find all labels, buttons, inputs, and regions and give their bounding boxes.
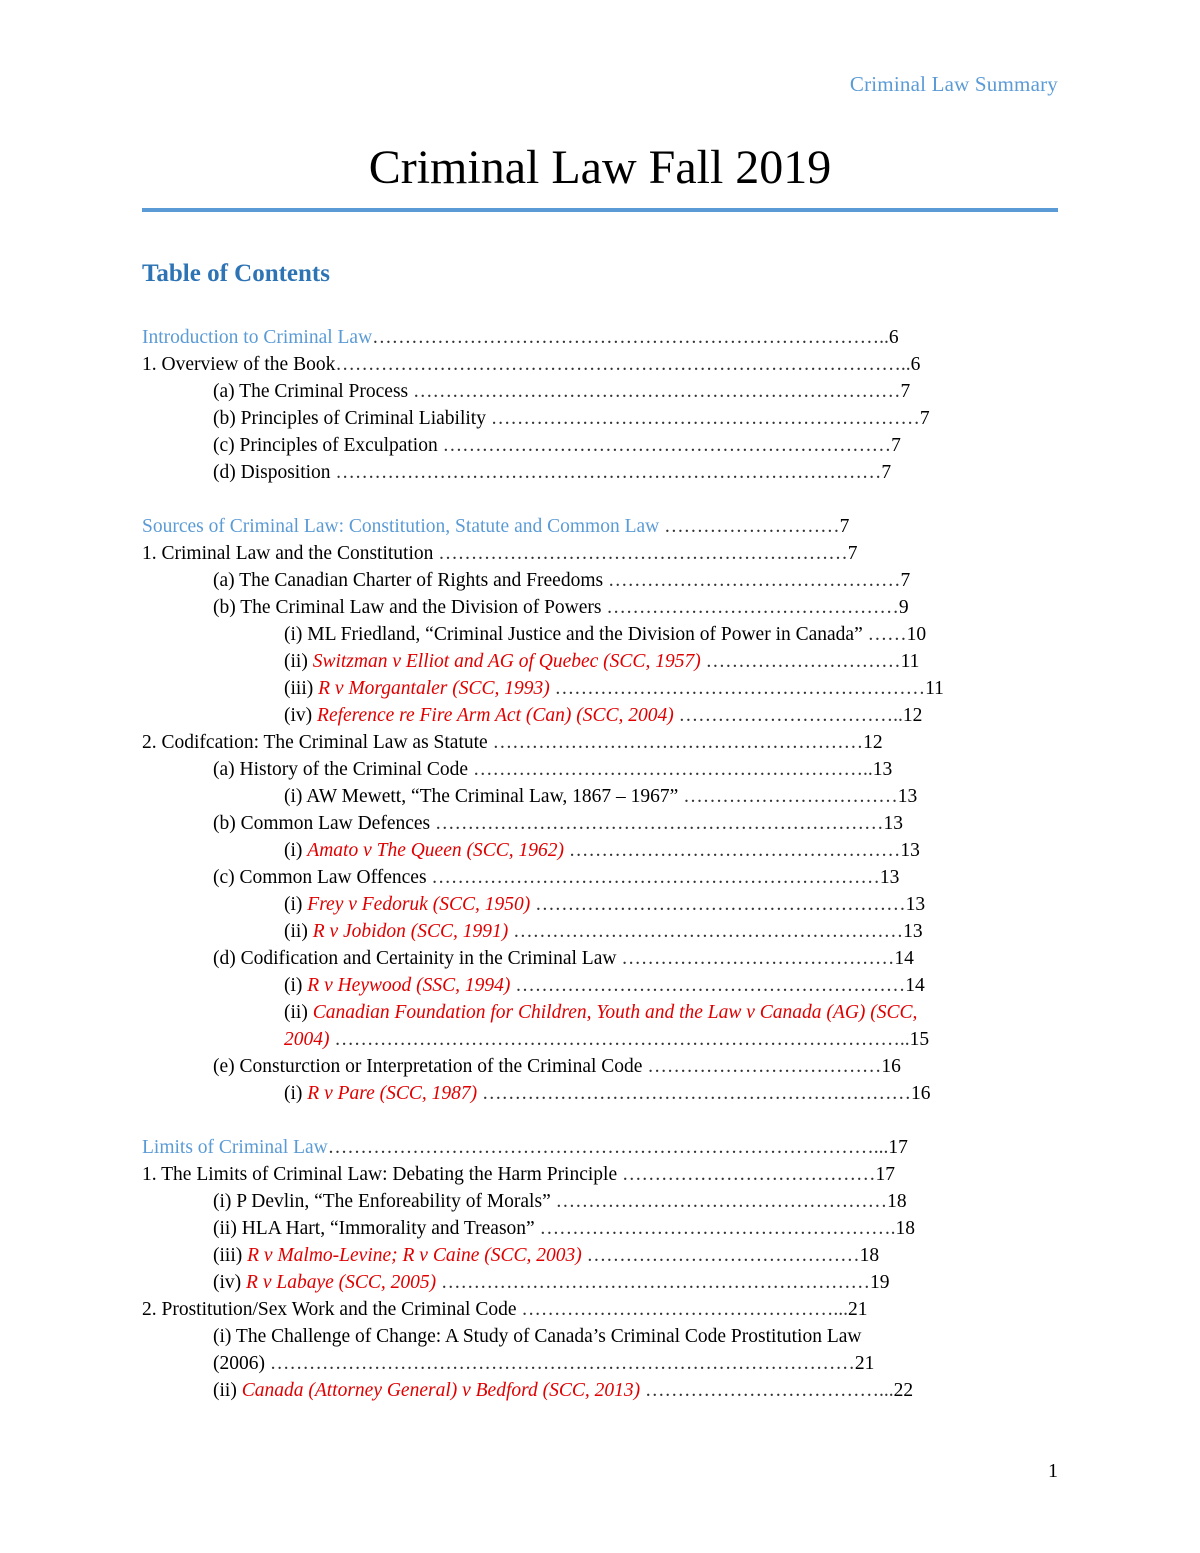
toc-case-name: R v Labaye (SCC, 2005) [246,1272,437,1293]
toc-dot-leader: …………………………………………………………… [442,435,892,456]
toc-entry[interactable] [142,918,1058,945]
toc-page-number: 7 [900,381,911,402]
toc-page-number: 13 [897,786,918,807]
toc-entry-label: (ii) HLA Hart, “Immorality and Treason” [213,1218,540,1239]
toc-entry[interactable] [142,675,1058,702]
toc-page-number: 13 [872,759,893,780]
toc-section-entry[interactable] [142,324,1058,351]
toc-entry-label: (i) ML Friedland, “Criminal Justice and the Division of Power in Canada” [284,624,868,645]
toc-case-name: Reference re Fire Arm Act (Can) (SCC, 2004) [317,705,674,726]
toc-page-number: 14 [905,975,925,996]
toc-entry-label: (i) [284,975,308,996]
toc-entry[interactable] [142,864,1058,891]
toc-dot-leader: …………………………………… [621,948,895,969]
toc-spacer [142,1107,1058,1134]
toc-page-number: 19 [870,1272,890,1293]
toc-entry-label: (a) History of the Criminal Code [213,759,473,780]
toc-entry-label: (ii) [284,1002,313,1023]
toc-entry-label: (ii) [284,921,313,942]
toc-page-number: 16 [881,1056,901,1077]
toc-section-entry[interactable] [142,513,1058,540]
toc-page-number: 17 [875,1164,895,1185]
toc-dot-leader: ………………………………………………………………… [413,381,901,402]
toc-entry-label: (a) The Canadian Charter of Rights and Freedoms [213,570,608,591]
toc-entry[interactable] [142,891,1058,918]
toc-page-number: 11 [900,651,920,672]
toc-dot-leader: ………………………………………………. [539,1218,896,1239]
toc-entry-label: (ii) [284,651,313,672]
toc-dot-leader: ……………………… [664,516,840,537]
toc-entry-label: Introduction to Criminal Law [142,327,373,348]
toc-dot-leader: …………………………………………………… [515,975,906,996]
toc-page-number: 7 [881,462,892,483]
toc-dot-leader: …………………………………… [586,1245,860,1266]
toc-page-number: 15 [909,1029,930,1050]
toc-entry-label: (c) Principles of Exculpation [213,435,443,456]
toc-case-name: Canada (Attorney General) v Bedford (SCC, 2013) [241,1380,641,1401]
toc-entry-label: (i) AW Mewett, “The Criminal Law, 1867 – 1967” [284,786,684,807]
toc-entry[interactable] [142,1188,1058,1215]
toc-entry-label: (iv) [284,705,318,726]
toc-dot-leader: …………………………………………………………………………….. [334,1029,910,1050]
toc-entry-label: (d) Codification and Certainity in the Criminal Law [213,948,622,969]
toc-case-name: Frey v Fedoruk (SCC, 1950) [307,894,531,915]
toc-page-number: 21 [854,1353,875,1374]
toc-case-name: 2004) [284,1029,330,1050]
toc-entry-label: (d) Disposition [213,462,336,483]
toc-case-name: R v Jobidon (SCC, 1991) [312,921,509,942]
toc-entry[interactable] [142,783,1058,810]
toc-section-entry[interactable] [142,1134,1058,1161]
toc-dot-leader: …………………………………………………………………….. [372,327,889,348]
toc-page-number: 22 [893,1380,914,1401]
toc-dot-leader: …… [867,624,907,645]
toc-entry[interactable] [142,567,1058,594]
toc-dot-leader: …………………………………………………………………………... [327,1137,889,1158]
toc-page-number: 6 [910,354,921,375]
toc-entry[interactable] [142,459,1058,486]
toc-entry[interactable] [142,1323,1058,1350]
toc-dot-leader: ……………………………………… [606,597,899,618]
toc-dot-leader: ………………………………………………………… [482,1083,912,1104]
toc-dot-leader: ………………………… [705,651,901,672]
toc-entry[interactable] [142,1215,1058,1242]
toc-dot-leader: ………………………………………………… [492,732,864,753]
toc-entry-label: (b) Common Law Defences [213,813,436,834]
toc-page-number: 17 [888,1137,908,1158]
toc-entry-label: (iv) [213,1272,247,1293]
toc-spacer [142,486,1058,513]
toc-dot-leader: ………………………………... [645,1380,894,1401]
toc-entry[interactable] [142,729,1058,756]
toc-dot-leader: …………………………………………………… [513,921,904,942]
toc-entry[interactable] [142,405,1058,432]
toc-page-number: 21 [848,1299,868,1320]
toc-entry[interactable] [142,702,1058,729]
toc-page-number: 18 [859,1245,880,1266]
toc-case-name: Switzman v Elliot and AG of Quebec (SCC, 1957) [312,651,701,672]
toc-entry[interactable] [142,1296,1058,1323]
toc-entry-label: (i) The Challenge of Change: A Study of Canada’s Criminal Code Prostitution Law [213,1326,862,1347]
toc-entry[interactable] [142,378,1058,405]
toc-entry[interactable] [142,1053,1058,1080]
toc-entry[interactable] [142,351,1058,378]
toc-page-number: 11 [925,678,944,699]
toc-page-number: 16 [911,1083,931,1104]
toc-case-name: Amato v The Queen (SCC, 1962) [307,840,564,861]
toc-entry-label: (iii) [284,678,319,699]
toc-page-number: 13 [900,840,920,861]
toc-dot-leader: …………………………… [683,786,898,807]
toc-page-number: 13 [879,867,900,888]
toc-entry[interactable] [142,540,1058,567]
toc-entry[interactable] [142,1242,1058,1269]
toc-page-number: 13 [905,894,926,915]
toc-case-name: Canadian Foundation for Children, Youth and the Law v Canada (AG) (SCC, [312,1002,918,1023]
toc-page-number: 14 [894,948,914,969]
toc-page-number: 18 [895,1218,915,1239]
toc-entry-label: Sources of Criminal Law: Constitution, Statute and Common Law [142,516,665,537]
toc-page-number: 7 [847,543,858,564]
toc-entry[interactable] [142,1350,1058,1377]
toc-page-number: 7 [891,435,901,456]
toc-entry-label: (i) [284,840,308,861]
toc-dot-leader: …………………………………………… [555,1191,888,1212]
toc-entry[interactable] [142,837,1058,864]
toc-entry-label: (a) The Criminal Process [213,381,414,402]
toc-dot-leader: ………………………………… [622,1164,876,1185]
toc-dot-leader: ……………………………………………………… [438,543,848,564]
toc-entry-label: 2. Prostitution/Sex Work and the Criminal Code [142,1299,522,1320]
toc-entry-label: (i) P Devlin, “The Enforeability of Morals” [213,1191,556,1212]
toc-dot-leader: ………………………………………………………………………… [335,462,882,483]
toc-entry-label: 2. Codifcation: The Criminal Law as Statute [142,732,493,753]
toc-entry-label: 1. Criminal Law and the Constitution [142,543,439,564]
document-title: Criminal Law Fall 2019 [368,141,832,194]
toc-page-number: 9 [898,597,909,618]
toc-dot-leader: ………………………………………………… [535,894,906,915]
toc-entry-label: (i) [284,1083,308,1104]
toc-entry[interactable] [142,648,1058,675]
toc-case-name: R v Malmo-Levine; R v Caine (SCC, 2003) [247,1245,582,1266]
toc-entry-label: (e) Consturction or Interpretation of the Criminal Code [213,1056,648,1077]
page-number: 1 [1048,1460,1058,1482]
toc-entry[interactable] [142,1377,1058,1404]
toc-entry-label: (ii) [213,1380,242,1401]
toc-entry[interactable] [142,1161,1058,1188]
toc-page-number: 13 [903,921,923,942]
toc-entry[interactable] [142,945,1058,972]
toc-dot-leader: ………………………………………………… [554,678,926,699]
toc-dot-leader: …………………………….. [678,705,903,726]
toc-page-number: 12 [902,705,923,726]
toc-entry[interactable] [142,1080,1058,1107]
toc-entry-label: (b) Principles of Criminal Liability [213,408,491,429]
toc-entry-label: 1. The Limits of Criminal Law: Debating the Harm Principle [142,1164,622,1185]
toc-entry-label: Limits of Criminal Law [142,1137,328,1158]
table-of-contents [142,324,1058,1404]
toc-dot-leader: …………………………………………………….. [472,759,873,780]
toc-entry[interactable] [142,999,1058,1026]
toc-entry[interactable] [142,1026,1058,1053]
toc-page-number: 7 [919,408,930,429]
toc-page-number: 13 [883,813,904,834]
toc-entry[interactable] [142,756,1058,783]
toc-page-number: 18 [887,1191,907,1212]
toc-entry-label: 1. Overview of the Book [142,354,336,375]
toc-dot-leader: …………………………………………………………… [435,813,884,834]
toc-dot-leader: ………………………………………………………… [490,408,920,429]
title-underline-rule [142,208,1058,212]
toc-entry-label: (2006) [213,1353,270,1374]
toc-dot-leader: ……………………………………… [607,570,901,591]
toc-entry[interactable] [142,594,1058,621]
toc-dot-leader: ………………………………………………………… [441,1272,871,1293]
toc-page-number: 6 [888,327,899,348]
toc-case-name: R v Heywood (SSC, 1994) [307,975,511,996]
toc-entry[interactable] [142,432,1058,459]
toc-dot-leader: …………………………………………… [568,840,901,861]
toc-entry[interactable] [142,972,1058,999]
toc-entry[interactable] [142,810,1058,837]
toc-entry-label: (iii) [213,1245,248,1266]
running-header: Criminal Law Summary [849,72,1058,96]
toc-page-number: 10 [906,624,927,645]
toc-case-name: R v Morgantaler (SCC, 1993) [318,678,550,699]
toc-dot-leader: ……………………………… [647,1056,882,1077]
toc-dot-leader: …………………………………………... [521,1299,849,1320]
toc-entry[interactable] [142,1269,1058,1296]
toc-dot-leader: ……………………………………………………………………………… [269,1353,855,1374]
toc-heading: Table of Contents [142,260,330,287]
toc-page-number: 7 [900,570,911,591]
toc-page-number: 12 [863,732,883,753]
toc-entry[interactable] [142,621,1058,648]
toc-case-name: R v Pare (SCC, 1987) [307,1083,478,1104]
toc-entry-label: (b) The Criminal Law and the Division of Powers [213,597,607,618]
toc-dot-leader: …………………………………………………………… [431,867,880,888]
toc-page-number: 7 [839,516,850,537]
toc-entry-label: (c) Common Law Offences [213,867,432,888]
toc-dot-leader: …………………………………………………………………………….. [335,354,911,375]
toc-entry-label: (i) [284,894,308,915]
